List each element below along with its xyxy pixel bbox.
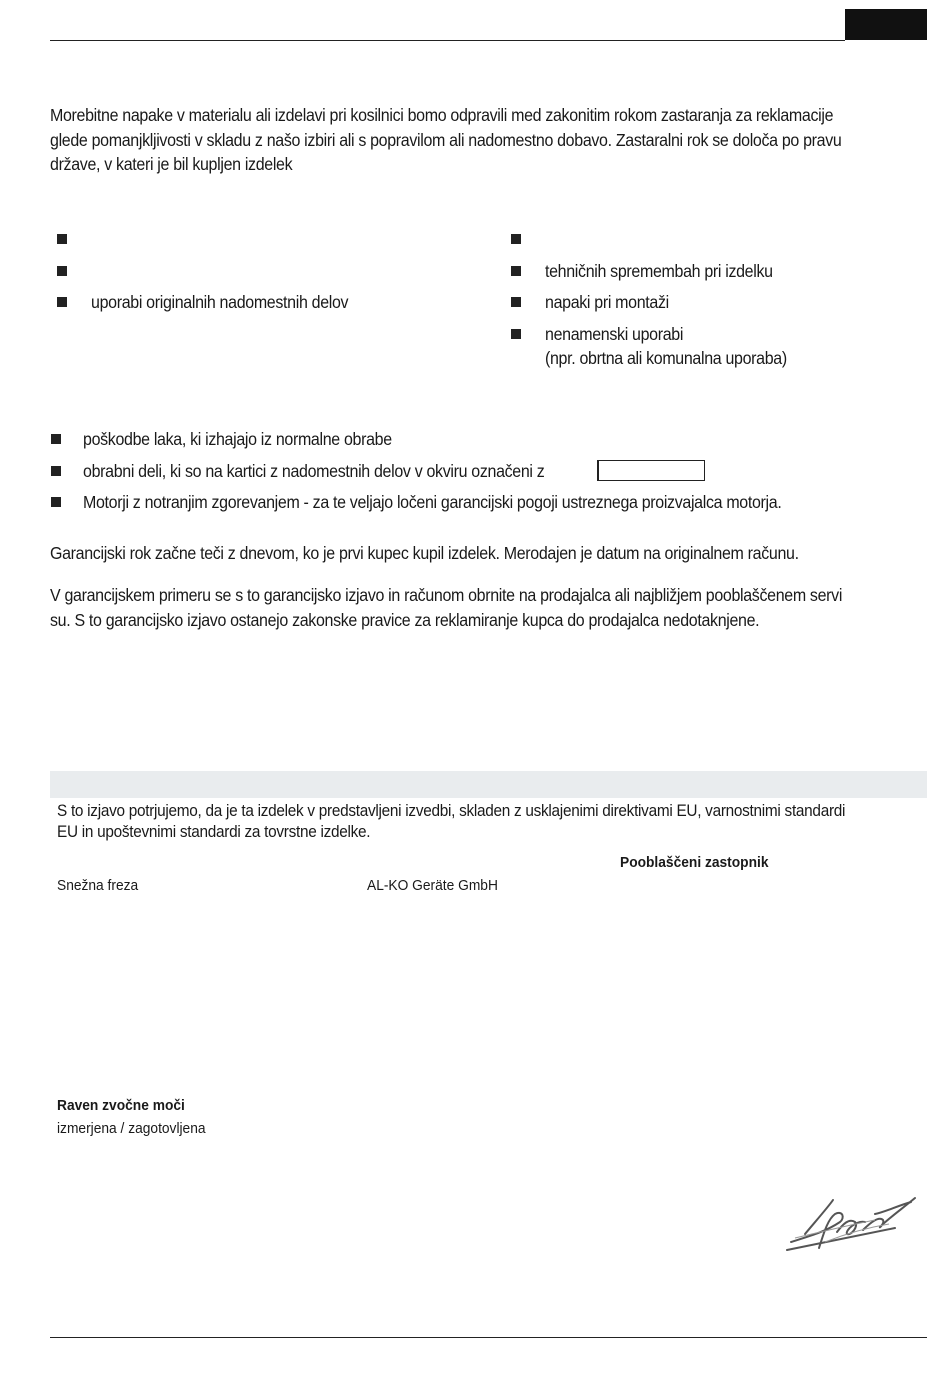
square-bullet-icon <box>51 497 61 507</box>
intro-line: države, v kateri je bil kupljen izdelek <box>50 154 293 174</box>
footer-rule <box>50 1337 927 1338</box>
warranty-case-paragraph <box>50 583 927 632</box>
list-item-text: tehničnih spremembah pri izdelku <box>545 261 773 281</box>
list-item-text: nenamenski uporabi <box>545 324 684 344</box>
sound-power-sublabel: izmerjena / zagotovljena <box>57 1121 206 1137</box>
square-bullet-icon <box>511 329 521 339</box>
sound-power-label: Raven zvočne moči <box>57 1098 185 1114</box>
square-bullet-icon <box>511 297 521 307</box>
list-item-text: Motorji z notranjim zgorevanjem - za te veljajo ločeni garancijski pogoji ustreznega proizvajalca motorja. <box>83 492 782 512</box>
square-bullet-icon <box>57 234 67 244</box>
paragraph-line: V garancijskem primeru se s to garancijsko izjavo in računom obrnite na prodajalca ali najbližjem pooblaščenem servi <box>50 585 843 605</box>
manufacturer-name: AL-KO Geräte GmbH <box>367 878 498 894</box>
list-item-subtext: (npr. obrtna ali komunalna uporaba) <box>545 348 787 368</box>
declaration-header-bar <box>50 771 927 798</box>
authorized-representative-label: Pooblaščeni zastopnik <box>620 855 769 871</box>
header-rule <box>50 40 845 41</box>
list-item-text: uporabi originalnih nadomestnih delov <box>91 292 349 312</box>
square-bullet-icon <box>57 266 67 276</box>
list-item-text: obrabni deli, ki so na kartici z nadomestnih delov v okviru označeni z <box>83 461 545 481</box>
list-item-text: napaki pri montaži <box>545 292 669 312</box>
paragraph-line: S to izjavo potrjujemo, da je ta izdelek v predstavljeni izvedbi, skladen z usklajenimi direktivami EU, varnostnimi standardi <box>57 802 846 820</box>
warranty-intro-paragraph <box>50 103 927 177</box>
product-name: Snežna freza <box>57 878 139 894</box>
paragraph-line: su. S to garancijsko izjavo ostanejo zakonske pravice za reklamiranje kupca do prodajalca nedotaknjene. <box>50 609 760 630</box>
page-number-tab <box>845 9 927 40</box>
list-item-text: poškodbe laka, ki izhajajo iz normalne obrabe <box>83 429 392 449</box>
square-bullet-icon <box>57 297 67 307</box>
square-bullet-icon <box>51 466 61 476</box>
warranty-start-paragraph: Garancijski rok začne teči z dnevom, ko je prvi kupec kupil izdelek. Merodajen je datum na originalnem računu. <box>50 543 799 563</box>
square-bullet-icon <box>511 234 521 244</box>
intro-line: glede pomanjkljivosti v skladu z našo izbiri ali s popravilom ali nadomestno dobavo. Zastaralni rok se določa po pravu <box>50 129 842 150</box>
signature-image <box>785 1192 920 1254</box>
intro-line: Morebitne napake v materialu ali izdelavi pri kosilnici bomo odpravili med zakonitim rokom zastaranja za reklamacije <box>50 105 834 125</box>
paragraph-line: EU in upoštevnimi standardi za tovrstne izdelke. <box>57 823 371 841</box>
declaration-paragraph <box>57 801 913 843</box>
square-bullet-icon <box>51 434 61 444</box>
wear-part-marker-box <box>597 460 705 481</box>
square-bullet-icon <box>511 266 521 276</box>
